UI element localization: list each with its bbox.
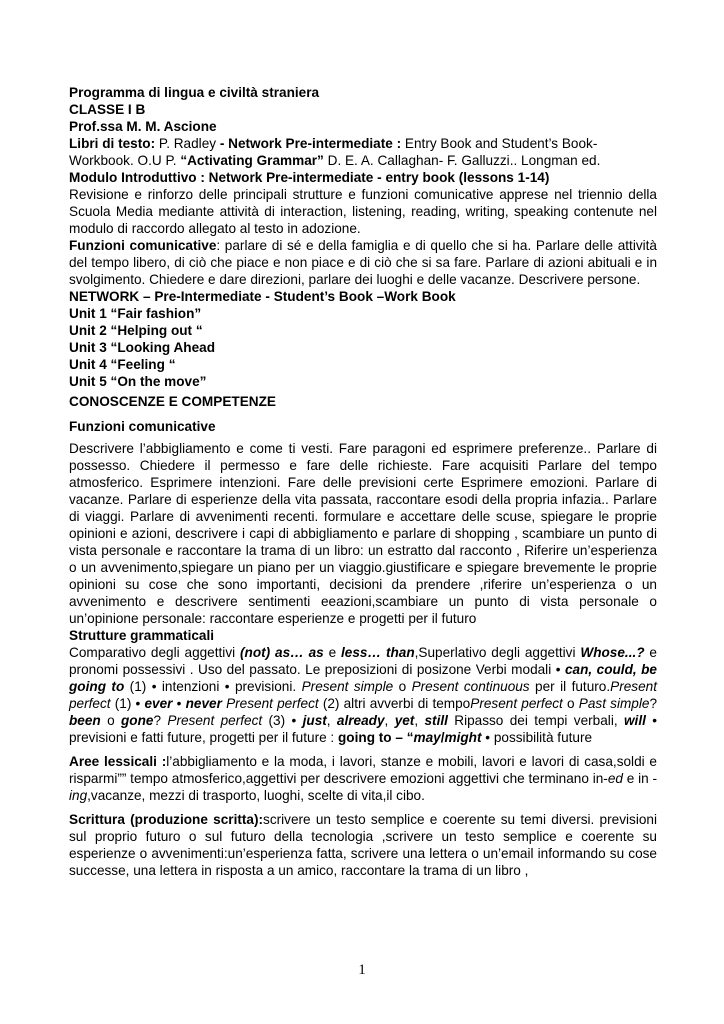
s-em: ever (144, 696, 173, 711)
aree-ing: ing (69, 788, 88, 803)
s-em: been (69, 713, 101, 728)
unit-5: Unit 5 “On the move” (69, 374, 207, 389)
funzioni-comunicative-heading: Funzioni comunicative (69, 419, 216, 434)
s-em: less… than (341, 645, 415, 660)
s-text: Comparativo degli aggettivi (69, 645, 240, 660)
s-bold: / (440, 730, 445, 745)
unit-2: Unit 2 “Helping out “ (69, 323, 203, 338)
s-text: (1) • intenzioni • previsioni. (124, 679, 302, 694)
class-label: CLASSE I B (69, 102, 146, 117)
s-text: ? (649, 696, 657, 711)
s-text: (1) • (110, 696, 145, 711)
funzioni-paragraph (69, 237, 657, 288)
revisione-paragraph: Revisione e rinforzo delle principali strutture e funzioni comunicative apprese nel triennio della Scuola Media mediante attività di interaction, listening, reading, writing, speaking contenute nel modulo di raccordo allegato al testo in adozione. (69, 187, 657, 236)
s-em: (not) as… as (240, 645, 324, 660)
s-em: yet (394, 713, 415, 728)
s-it: Present perfect (470, 696, 563, 711)
s-em: can, could, be going to (69, 662, 657, 694)
s-text: • possibilità future (481, 730, 593, 745)
strutture-paragraph (69, 644, 657, 746)
textbooks-label: Libri di testo: (69, 136, 159, 151)
s-it: Present perfect (226, 696, 319, 711)
s-it: Present perfect (167, 713, 263, 728)
s-text: o (562, 696, 579, 711)
unit-1: Unit 1 “Fair fashion” (69, 306, 202, 321)
aree-text: ,vacanze, mezzi di trasporto, luoghi, scelte di vita,il cibo. (87, 788, 425, 803)
s-em: will (623, 713, 646, 728)
textbooks-author: P. Radley (158, 136, 220, 151)
s-text: o (393, 679, 412, 694)
funzioni-text: : parlare di sé e della famiglia e di quello che si ha. Parlare delle attività del tempo libero, di ciò che piace e non piace e di ciò che si sa fare. Parlare di azioni abituali e in svolgimento. Chiedere e dare direzioni, parlare dei luoghi e delle vacanze. Descrivere persone. (69, 238, 657, 287)
s-em: Whose...? (580, 645, 645, 660)
aree-lessicali-paragraph (69, 753, 657, 804)
textbooks-line (69, 135, 657, 152)
s-text: (2) altri avverbi di tempo (318, 696, 471, 711)
s-text: e pronomi possessivi . Uso del passato. Le preposizioni di posizone Verbi modali • (69, 645, 657, 677)
activating-grammar: “Activating Grammar” (180, 153, 324, 168)
scrittura-text: scrivere un testo semplice e coerente su temi diversi. previsioni sul proprio futuro o sul futuro della tecnologia ,scrivere un testo semplice e coerente su esperienze o avvenimenti:un’esperienza fatta, scrivere una lettera o un’email informando su cose successe, una lettera in risposta a un amico, raccontare la trama di un libro , (69, 812, 657, 878)
textbooks-line-2 (69, 152, 657, 169)
document-body (69, 84, 657, 879)
modulo-introduttivo: Modulo Introduttivo : Network Pre-intermediate - entry book (lessons 1-14) (69, 170, 550, 185)
s-it: Past simple (578, 696, 650, 711)
s-text: • previsioni e fatti future, progetti per il future : (69, 713, 658, 745)
s-em: may (413, 730, 441, 745)
scrittura-paragraph (69, 811, 657, 879)
unit-3: Unit 3 “Looking Ahead (69, 340, 216, 355)
s-text: o (100, 713, 121, 728)
s-it: Present perfect (69, 679, 657, 711)
conoscenze-heading: CONOSCENZE E COMPETENZE (69, 394, 276, 409)
s-text: , (414, 713, 425, 728)
workbook-text: Workbook. O.U P. (69, 153, 181, 168)
s-text: , (384, 713, 395, 728)
s-it: Present continuous (411, 679, 530, 694)
s-text: (3) • (262, 713, 303, 728)
s-it: Present simple (301, 679, 394, 694)
s-text: • (172, 696, 186, 711)
aree-label: Aree lessicali : (69, 754, 167, 769)
textbooks-network: - Network Pre-intermediate : (219, 136, 405, 151)
s-text: ? (153, 713, 168, 728)
s-em: still (424, 713, 448, 728)
s-text: , (326, 713, 337, 728)
funzioni-label: Funzioni comunicative (69, 238, 217, 253)
s-bold: going to – “ (338, 730, 414, 745)
s-em: just (302, 713, 327, 728)
aree-text: e in - (622, 771, 657, 786)
s-text: per il futuro. (529, 679, 611, 694)
course-title: Programma di lingua e civiltà straniera (69, 85, 320, 100)
network-title: NETWORK – Pre-Intermediate - Student’s Book –Work Book (69, 289, 456, 304)
s-text: Ripasso dei tempi verbali, (447, 713, 624, 728)
grammar-authors: D. E. A. Callaghan- F. Galluzzi.. Longman ed. (323, 153, 601, 168)
unit-4: Unit 4 “Feeling “ (69, 357, 176, 372)
textbooks-rest: Entry Book and Student’s Book- (404, 136, 598, 151)
teacher-name: Prof.ssa M. M. Ascione (69, 119, 217, 134)
page-number: 1 (358, 962, 366, 978)
s-text: e (323, 645, 342, 660)
aree-ed: ed (607, 771, 623, 786)
funzioni-comunicative-text: Descrivere l’abbigliamento e come ti vesti. Fare paragoni ed esprimere preferenze.. Parlare di possesso. Chiedere il permesso e fare delle richieste. Fare acquisiti Parlare del tempo atmosferico. Esprimere intenzioni. Fare delle previsioni certe Esprimere emozioni. Parlare di vacanze. Parlare di esperienze della vita passata, raccontare esodi della propria infazia.. Parlare di viaggi. Parlare di avvenimenti recenti. formulare e accettare delle scuse, spiegare le proprie opinioni e azioni, descrivere i capi di abbigliamento e parlare di shopping , scambiare un punto di vista personale e raccontare la trama di un libro: un estratto dal racconto , Riferire un’esperienza o un avvenimento,spiegare un piano per un viaggio.giustificare e spiegare brevemente le proprie opinioni su cose che sono importanti, decisioni da prendere ,riferire un’esperienza o un avvenimento e descrivere sentimenti eeazioni,scambiare un punto di vista personale o un’opinione personale: raccontare esperienze e progetti per il futuro (69, 441, 657, 626)
s-em: gone (121, 713, 154, 728)
s-em: already (336, 713, 385, 728)
strutture-heading: Strutture grammaticali (69, 628, 215, 643)
scrittura-label: Scrittura (produzione scritta): (69, 812, 264, 827)
s-em: might (444, 730, 482, 745)
s-em: never (185, 696, 222, 711)
aree-text: l’abbigliamento e la moda, i lavori, stanze e mobili, lavori e lavori di casa,soldi e risparmi”” tempo atmosferico,aggettivi per descrivere emozioni aggettivi che terminano in- (69, 754, 657, 786)
s-text: ,Superlativo degli aggettivi (414, 645, 581, 660)
